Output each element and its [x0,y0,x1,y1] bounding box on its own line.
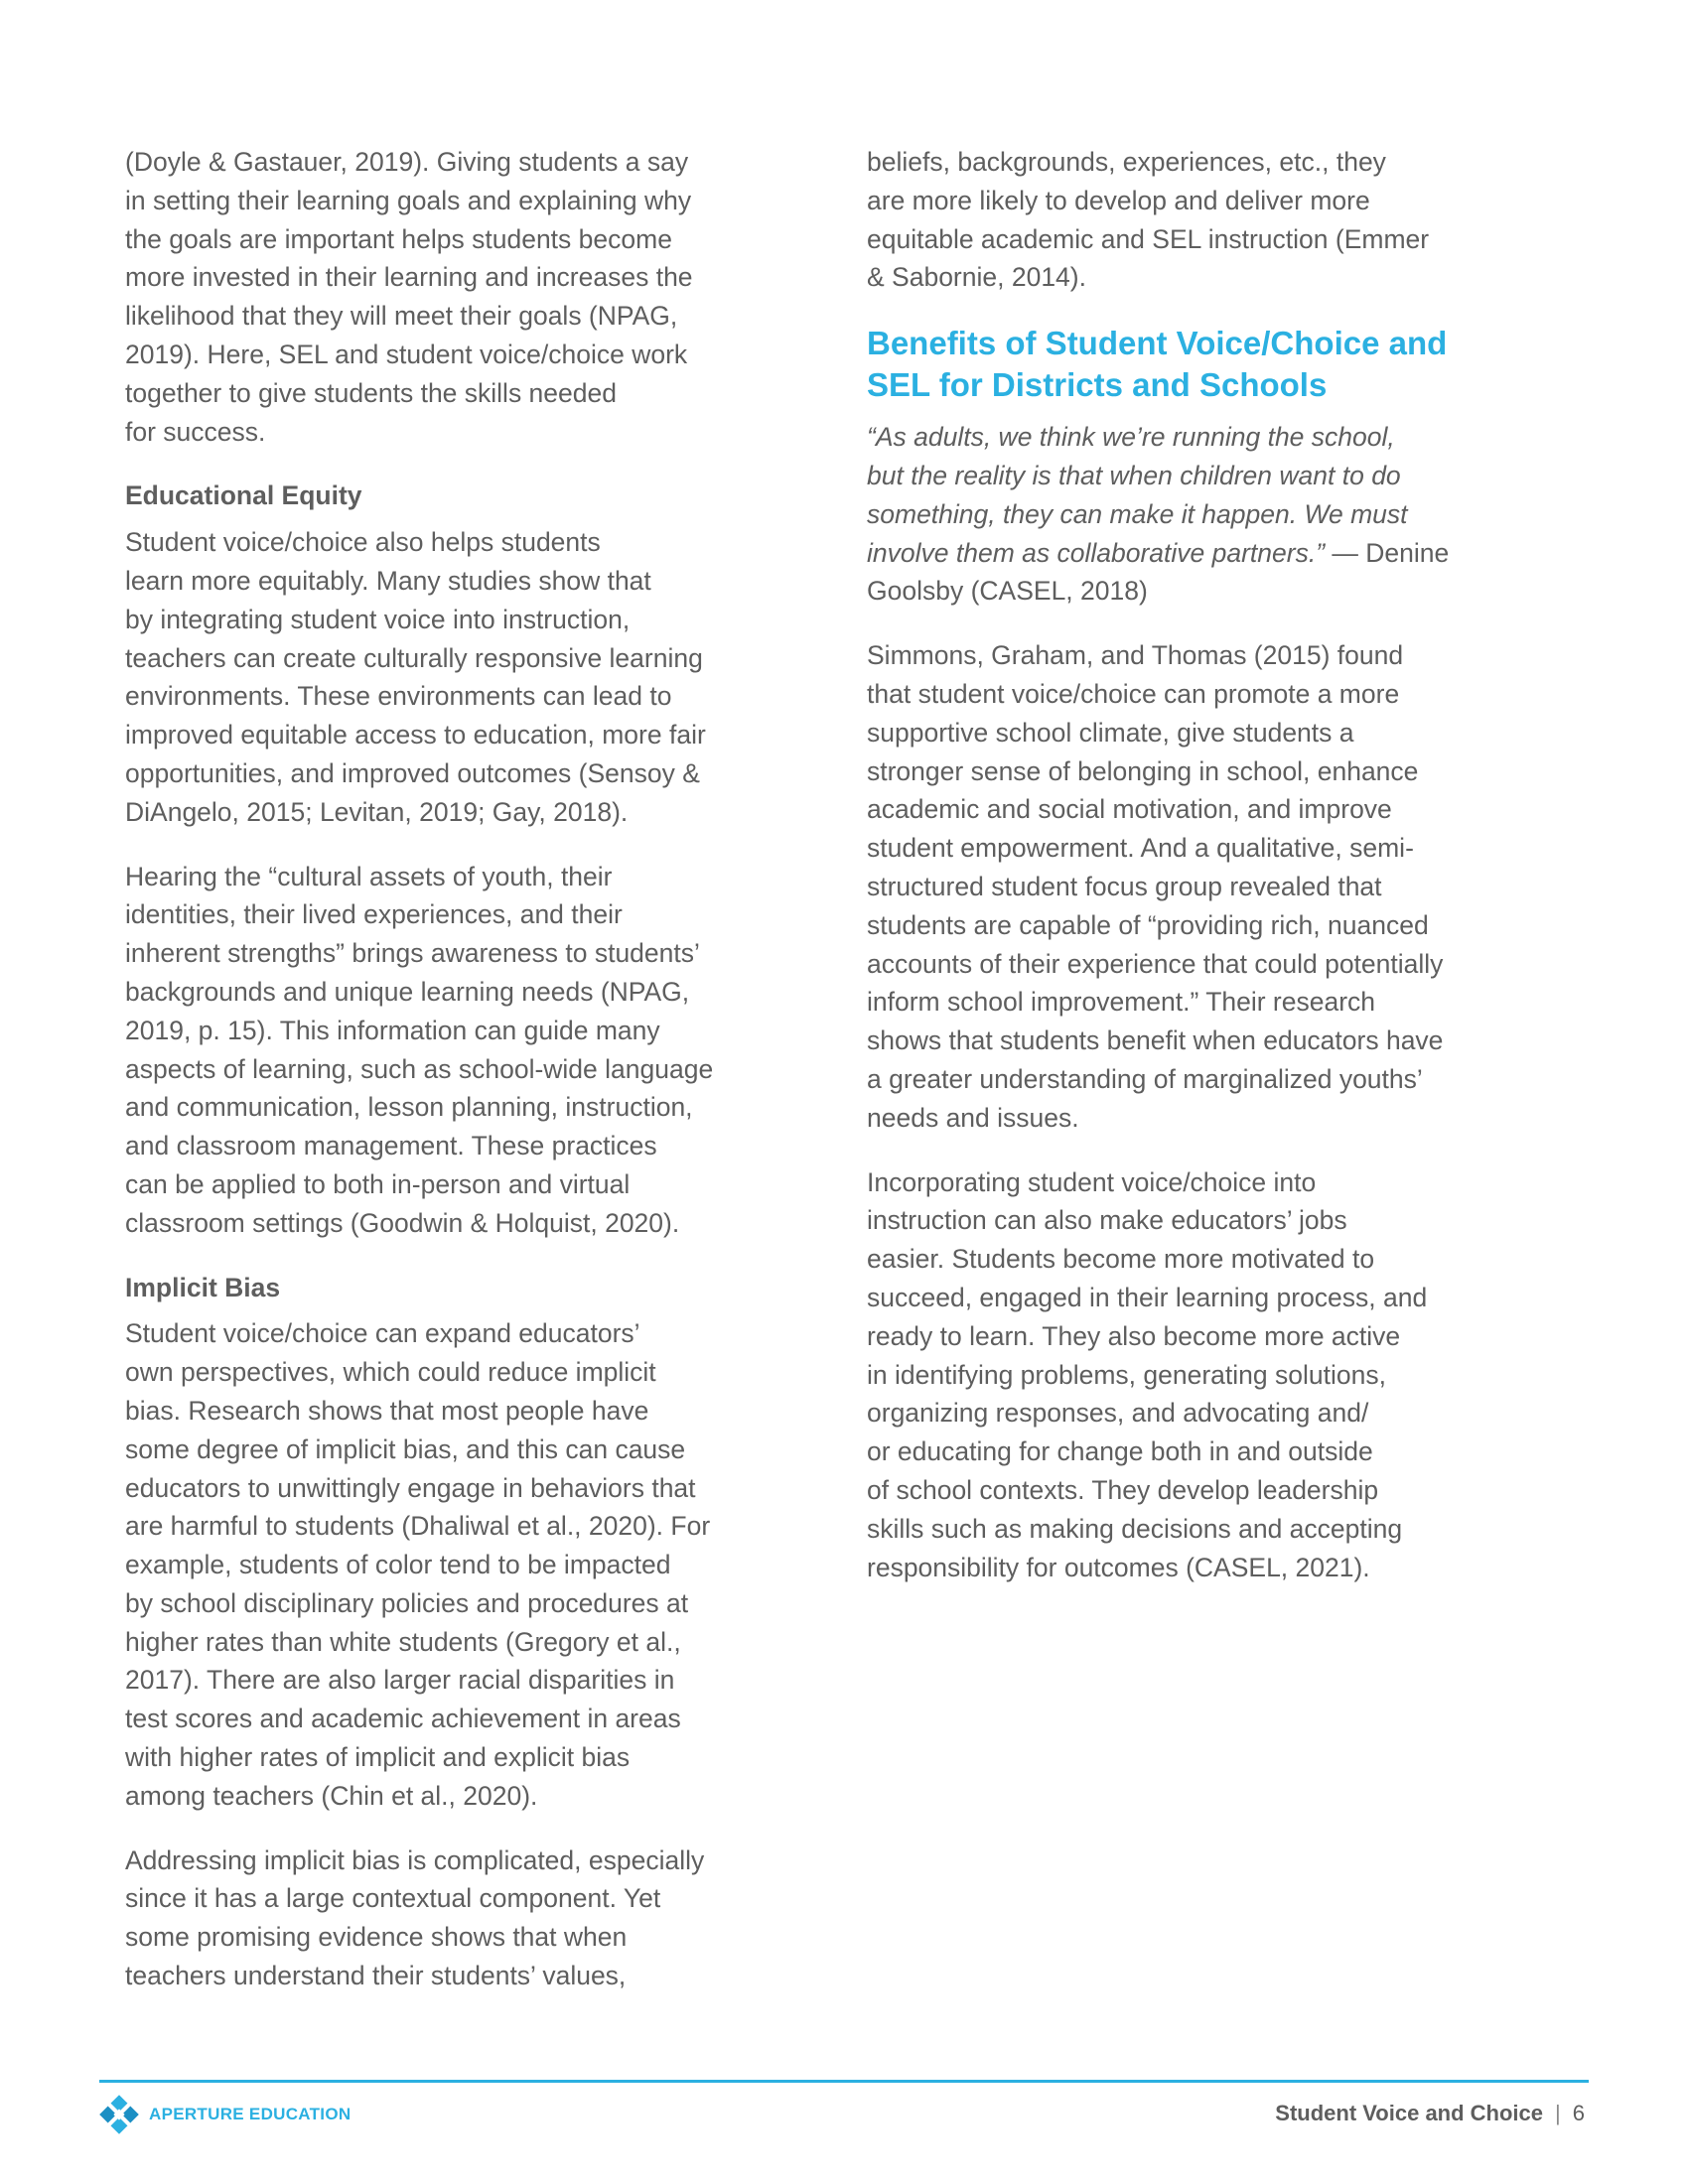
paragraph-addressing-bias: Addressing implicit bias is complicated, especially since it has a large contextual component. Yet some promising evidence shows that when teachers understand their students’ values, [125,1844,705,1991]
paragraph-implicit-bias: Student voice/choice can expand educators’ own perspectives, which could reduce implicit bias. Research shows that most people have some degree of implicit bias, and this can cause educators to unwittingly engage in behaviors that are harmful to students (Dhaliwal et al., 2020). For example, students of color tend to be impacted by school disciplinary policies and procedures at higher rates than white students (Gregory et al., 2017). There are also larger racial disparities in test scores and academic achievement in areas with higher rates of implicit and explicit bias among teachers (Chin et al., 2020). [125,1318,711,1811]
aperture-logo [97,2093,351,2136]
right-column [867,143,1562,1612]
footer-page-info [1275,2097,1585,2130]
heading-implicit-bias: Implicit Bias [125,1272,281,1302]
paragraph-incorporating: Incorporating student voice/choice into instruction can also make educators’ jobs easier. Students become more motivated to succeed, engaged in their learning process, and ready to learn. They also become more active in identifying problems, generating solutions, organizing responses, and advocating and/ or educating for change both in and outside of school contexts. They develop leadership skills such as making decisions and accepting responsibility for outcomes (CASEL, 2021). [867,1166,1428,1582]
left-column [125,143,820,2021]
footer-divider [99,2080,1589,2083]
logo-wordmark: APERTURE EDUCATION [149,2105,352,2123]
page-number: 6 [1572,2101,1585,2125]
paragraph-beliefs: beliefs, backgrounds, experiences, etc., they are more likely to develop and deliver more equitable academic and SEL instruction (Emmer & Sabornie, 2014). [867,147,1430,293]
paragraph-simmons: Simmons, Graham, and Thomas (2015) found that student voice/choice can promote a more supportive school climate, give students a stronger sense of belonging in school, enhance academic and social motivation, and improve student empowerment. And a qualitative, semi- structured student focus group revealed that students are capable of “providing rich, nuanced accounts of their experience that could potentially inform school improvement.” Their research shows that students benefit when educators have a greater understanding of marginalized youths’ needs and issues. [867,640,1444,1133]
heading-benefits: Benefits of Student Voice/Choice and SEL for Districts and Schools [867,325,1448,404]
pull-quote [867,418,1562,611]
heading-educational-equity: Educational Equity [125,480,362,511]
quote-text: “As adults, we think we’re running the school, but the reality is that when children want to do something, they can make it happen. We must involve them as collaborative partners.” [867,422,1408,568]
quote-attribution: — Denine Goolsby (CASEL, 2018) [867,537,1450,607]
paragraph-goals: (Doyle & Gastauer, 2019). Giving students a say in setting their learning goals and explaining why the goals are important helps students become more invested in their learning and increases the likelihood that they will meet their goals (NPAG, 2019). Here, SEL and student voice/choice work together to give students the skills needed for success. [125,147,693,447]
paragraph-equity: Student voice/choice also helps students learn more equitably. Many studies show that by integrating student voice into instruction, teachers can create culturally responsive learning environments. These environments can lead to improved equitable access to education, more fair opportunities, and improved outcomes (Sensoy & DiAngelo, 2015; Levitan, 2019; Gay, 2018). [125,527,706,827]
aperture-logo-icon [97,2093,141,2136]
paragraph-cultural-assets: Hearing the “cultural assets of youth, their identities, their lived experiences, and their inherent strengths” brings awareness to students’ backgrounds and unique learning needs (NPAG, 2019, p. 15). This information can guide many aspects of learning, such as school-wide language and communication, lesson planning, instruction, and classroom management. These practices can be applied to both in-person and virtual classroom settings (Goodwin & Holquist, 2020). [125,861,714,1238]
footer-separator: | [1555,2101,1561,2125]
document-title: Student Voice and Choice [1275,2101,1544,2125]
